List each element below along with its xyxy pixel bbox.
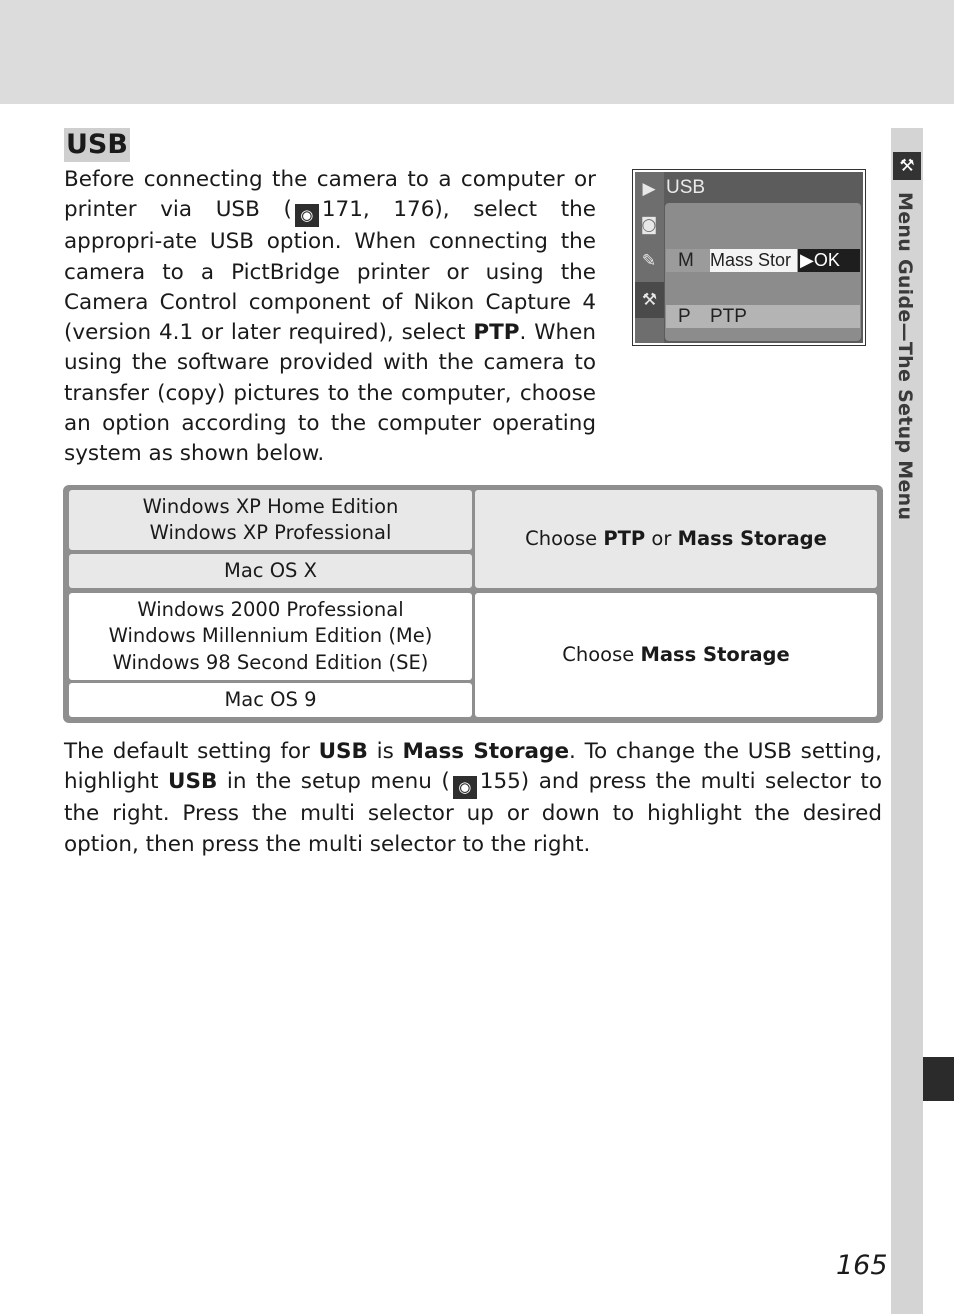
- os-name: Mac OS X: [224, 558, 317, 582]
- text-run: . When using the software provided with the camera to transfer (copy) pictures to the computer, choose an option according to the computer operating system as shown below.: [64, 320, 596, 467]
- option-value: Mass Stor: [710, 249, 797, 272]
- header-band: [0, 0, 954, 104]
- text-run: The default setting for: [64, 739, 319, 764]
- text-run: 171, 176), select the appropri-ate USB option. When connecting the camera to a PictBridge printer or using the Camera Control component of Nikon Capture 4 (version 4.1 or later required), select: [64, 197, 596, 346]
- os-cell: [69, 490, 472, 550]
- text-run: . To change the USB setting, highlight: [64, 739, 882, 795]
- text-run: 155) and press the multi selector to the right. Press the multi selector up or down to highlight the desired option, then press the multi selector to the right.: [64, 769, 883, 857]
- pencil-icon: ✎: [641, 251, 657, 271]
- option-key: P: [678, 306, 691, 327]
- reference-icon: ◉: [453, 776, 477, 799]
- os-cell: [69, 683, 472, 717]
- ok-prompt: ▶OK: [798, 249, 860, 272]
- os-table: [63, 485, 883, 723]
- screen-title: USB: [666, 177, 706, 198]
- os-name: Windows XP Home Edition: [142, 494, 399, 518]
- text-run: Before connecting the camera to a computer or printer via USB (: [64, 167, 596, 223]
- option-ptp: [666, 305, 860, 328]
- bold-run: Mass Storage: [640, 642, 790, 666]
- wrench-icon: ⚒: [635, 282, 664, 318]
- intro-paragraph: [64, 165, 596, 470]
- os-name: Mac OS 9: [224, 687, 317, 711]
- bold-run: Mass Storage: [402, 739, 570, 764]
- os-name: Windows 2000 Professional: [137, 597, 404, 621]
- os-name: Windows Millennium Edition (Me): [108, 624, 433, 648]
- instructions-paragraph: [64, 737, 882, 860]
- text-run: Choose: [525, 526, 604, 550]
- option-mass-storage: [666, 249, 860, 272]
- text-run: or: [645, 526, 678, 550]
- reference-icon: ◉: [295, 204, 319, 227]
- text-run: Choose: [562, 642, 641, 666]
- os-name: Windows XP Professional: [149, 521, 392, 544]
- playback-icon: ▶: [642, 179, 656, 199]
- section-label: Menu Guide—The Setup Menu: [894, 192, 916, 521]
- choice-cell: [475, 490, 877, 588]
- page-number: 165: [836, 1250, 888, 1281]
- option-value: PTP: [710, 306, 747, 327]
- bold-run: PTP: [473, 320, 520, 346]
- camera-icon: ◙: [640, 215, 658, 235]
- os-name: Windows 98 Second Edition (SE): [112, 650, 429, 674]
- os-cell: [69, 593, 472, 680]
- bold-run: PTP: [603, 526, 646, 550]
- camera-screen: [632, 169, 866, 346]
- wrench-icon: ⚒: [893, 152, 921, 180]
- text-run: is: [367, 739, 403, 764]
- menu-tab-strip: [635, 172, 664, 343]
- choice-cell: [475, 593, 877, 717]
- bold-run: Mass Storage: [677, 526, 827, 550]
- os-cell: [69, 554, 472, 588]
- bold-run: USB: [168, 769, 218, 795]
- choice-text: [562, 642, 790, 669]
- options-panel: [665, 203, 861, 341]
- text-run: in the setup menu (: [217, 769, 450, 795]
- choice-text: [525, 526, 827, 553]
- option-key: M: [678, 250, 694, 271]
- camera-screen-body: [635, 172, 863, 343]
- bold-run: USB: [318, 739, 368, 764]
- page-heading: USB: [66, 129, 128, 160]
- chapter-marker: [923, 1057, 954, 1101]
